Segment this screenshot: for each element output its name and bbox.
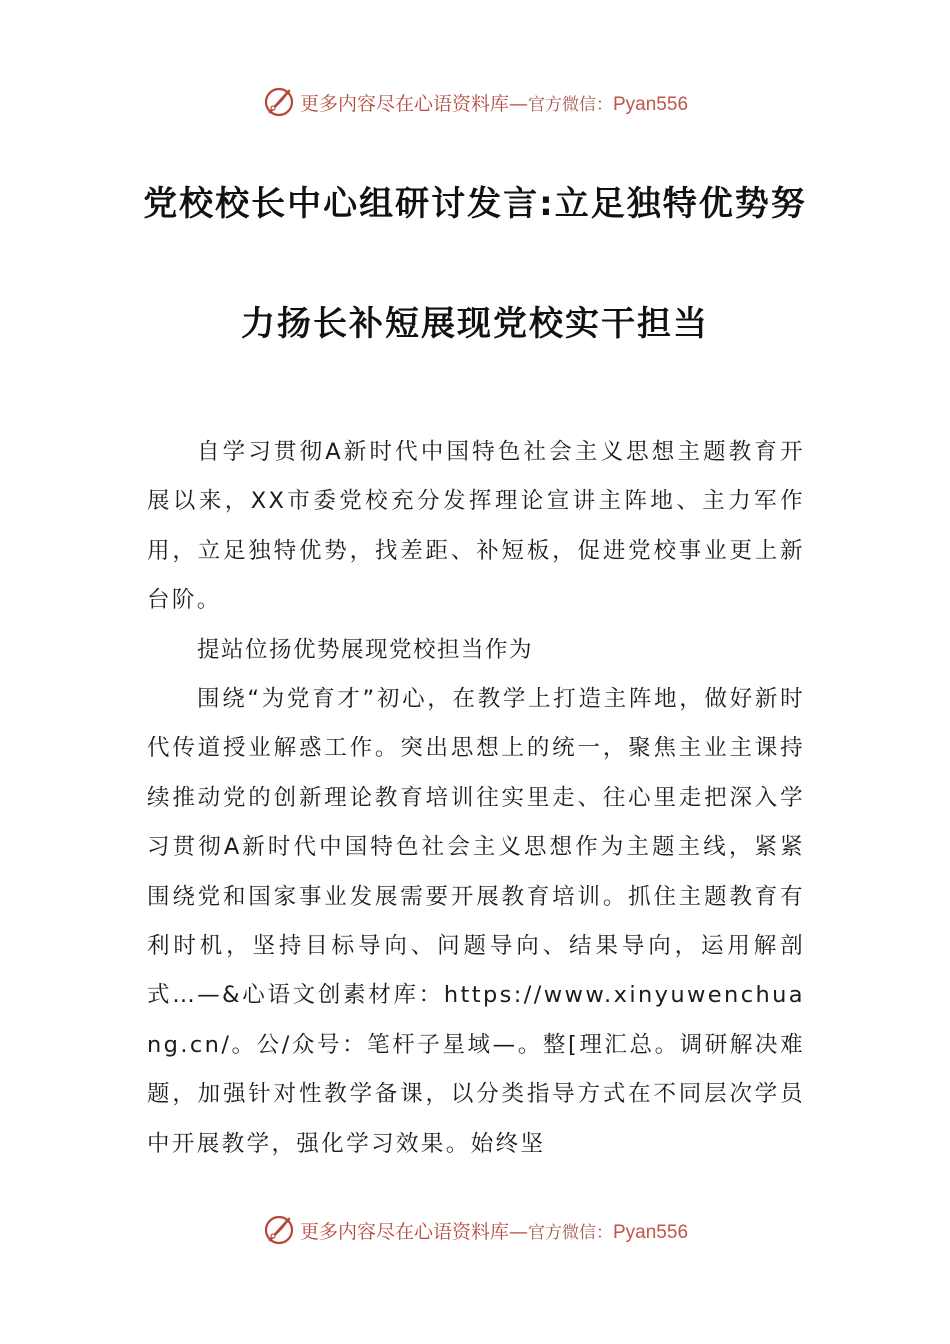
document-title-line-1: 党校校长中心组研讨发言:立足独特优势努 — [143, 184, 807, 224]
watermark-wechat-id: Pyan556 — [613, 93, 689, 115]
body-paragraph: 围绕“为党育才”初心，在教学上打造主阵地，做好新时代传道授业解惑工作。突出思想上的统一，聚焦主业主课持续推动党的创新理论教育培训往实里走、往心里走把深入学习贯彻A新时代中国特色社会主义思想作为主题主线，紧紧围绕党和国家事业发展需要开展教育培训。抓住主题教育有利时机，坚持目标导向、问题导向、结果导向，运用解剖式…—&心语文创素材库：https://www.xinyuwenchuang.cn/。公/众号：笔杆子星域—。整[理汇总。调研解决难题，加强针对性教学备课，以分类指导方式在不同层次学员中开展教学，强化学习效果。始终坚 — [147, 686, 805, 1157]
footer-watermark-banner — [0, 1210, 950, 1250]
watermark-text — [300, 1217, 688, 1244]
header-watermark-banner — [0, 82, 950, 122]
watermark-site-text: 更多内容尽在心语资料库— — [299, 1220, 528, 1243]
watermark-wechat-id: Pyan556 — [613, 1221, 689, 1243]
watermark-wechat-label: 官方微信： — [528, 1222, 613, 1243]
watermark-wechat-label: 官方微信： — [528, 94, 613, 115]
section-heading: 提站位扬优势展现党校担当作为 — [197, 636, 534, 663]
document-body — [147, 428, 805, 1169]
quill-pen-logo-icon — [262, 85, 296, 119]
watermark-site-text: 更多内容尽在心语资料库— — [299, 92, 528, 115]
body-paragraph: 自学习贯彻A新时代中国特色社会主义思想主题教育开展以来，XX市委党校充分发挥理论宣讲主阵地、主力军作用，立足独特优势，找差距、补短板，促进党校事业更上新台阶。 — [147, 439, 805, 614]
quill-pen-logo-icon — [262, 1213, 296, 1247]
document-title-line-2: 力扬长补短展现党校实干担当 — [241, 304, 709, 344]
watermark-text — [300, 89, 688, 116]
